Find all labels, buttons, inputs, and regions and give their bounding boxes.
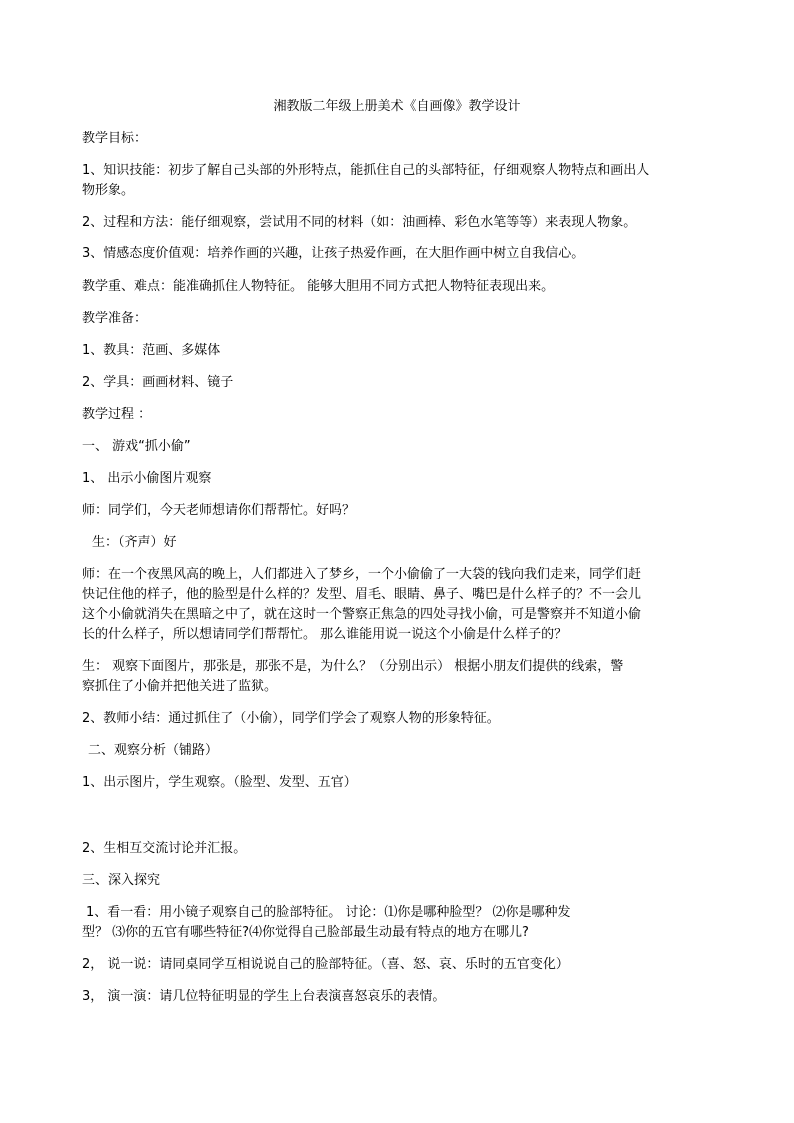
document-title: 湘教版二年级上册美术《自画像》教学设计 bbox=[273, 99, 521, 114]
paragraph-line: 2、教师小结：通过抓住了（小偷），同学们学会了观察人物的形象特征。 bbox=[82, 711, 500, 726]
paragraph-line: 2、生相互交流讨论并汇报。 bbox=[82, 841, 247, 856]
paragraph-line: 2、过程和方法：能仔细观察，尝试用不同的材料（如：油画棒、彩色水笔等等）来表现人物象。 bbox=[82, 215, 637, 230]
paragraph-line: 型？ ⑶你的五官有哪些特征?⑷你觉得自己脸部最生动最有特点的地方在哪儿? bbox=[82, 925, 529, 940]
paragraph-line: 2， 说一说：请同桌同学互相说说自己的脸部特征。（喜、怒、哀、乐时的五官变化） bbox=[82, 957, 569, 972]
section-heading: 教学目标： bbox=[82, 131, 148, 146]
paragraph-line: 长的什么样子，所以想请同学们帮帮忙。 那么谁能用说一说这个小偷是什么样子的？ bbox=[82, 627, 568, 642]
paragraph-line: 一、 游戏“抓小偷” bbox=[82, 439, 191, 454]
paragraph-line: 3、情感态度价值观：培养作画的兴趣，让孩子热爱作画，在大胆作画中树立自我信心。 bbox=[82, 246, 585, 261]
paragraph-line: 物形象。 bbox=[82, 183, 135, 198]
paragraph-line: 2、学具：画画材料、镜子 bbox=[82, 375, 234, 390]
paragraph-line: 1、看一看：用小镜子观察自己的脸部特征。 讨论：⑴你是哪种脸型？ ⑵你是哪种发 bbox=[86, 905, 571, 920]
paragraph-line: 3， 演一演：请几位特征明显的学生上台表演喜怒哀乐的表情。 bbox=[82, 989, 446, 1004]
paragraph-line: 1、出示图片，学生观察。（脸型、发型、五官） bbox=[82, 775, 357, 790]
paragraph-line: 生：（齐声）好 bbox=[92, 535, 177, 550]
section-heading: 三、深入探究 bbox=[82, 873, 161, 888]
paragraph-line: 教学重、难点：能准确抓住人物特征。 能够大胆用不同方式把人物特征表现出来。 bbox=[82, 279, 555, 294]
paragraph-line: 师：同学们，今天老师想请你们帮帮忙。好吗？ bbox=[82, 503, 356, 518]
paragraph-line: 生： 观察下面图片，那张是，那张不是，为什么？（分别出示） 根据小朋友们提供的线索，警 bbox=[82, 659, 624, 674]
paragraph-line: 快记住他的样子，他的脸型是什么样的？发型、眉毛、眼睛、鼻子、嘴巴是什么样子的？不一会儿 bbox=[82, 587, 642, 602]
paragraph-line: 师：在一个夜黑风高的晚上，人们都进入了梦乡，一个小偷偷了一大袋的钱向我们走来，同学们赶 bbox=[82, 567, 642, 582]
section-heading: 教学过程 ： bbox=[82, 407, 152, 422]
paragraph-line: 1、知识技能：初步了解自己头部的外形特点，能抓住自己的头部特征，仔细观察人物特点和画出人 bbox=[82, 163, 650, 178]
section-heading: 教学准备： bbox=[82, 311, 148, 326]
paragraph-line: 1、教具：范画、多媒体 bbox=[82, 343, 221, 358]
section-heading: 二、观察分析（铺路） bbox=[88, 743, 219, 758]
paragraph-line: 这个小偷就消失在黑暗之中了，就在这时一个警察正焦急的四处寻找小偷，可是警察并不知道小偷 bbox=[82, 607, 642, 622]
paragraph-line: 察抓住了小偷并把他关进了监狱。 bbox=[82, 679, 278, 694]
paragraph-line: 1、 出示小偷图片观察 bbox=[82, 471, 212, 486]
